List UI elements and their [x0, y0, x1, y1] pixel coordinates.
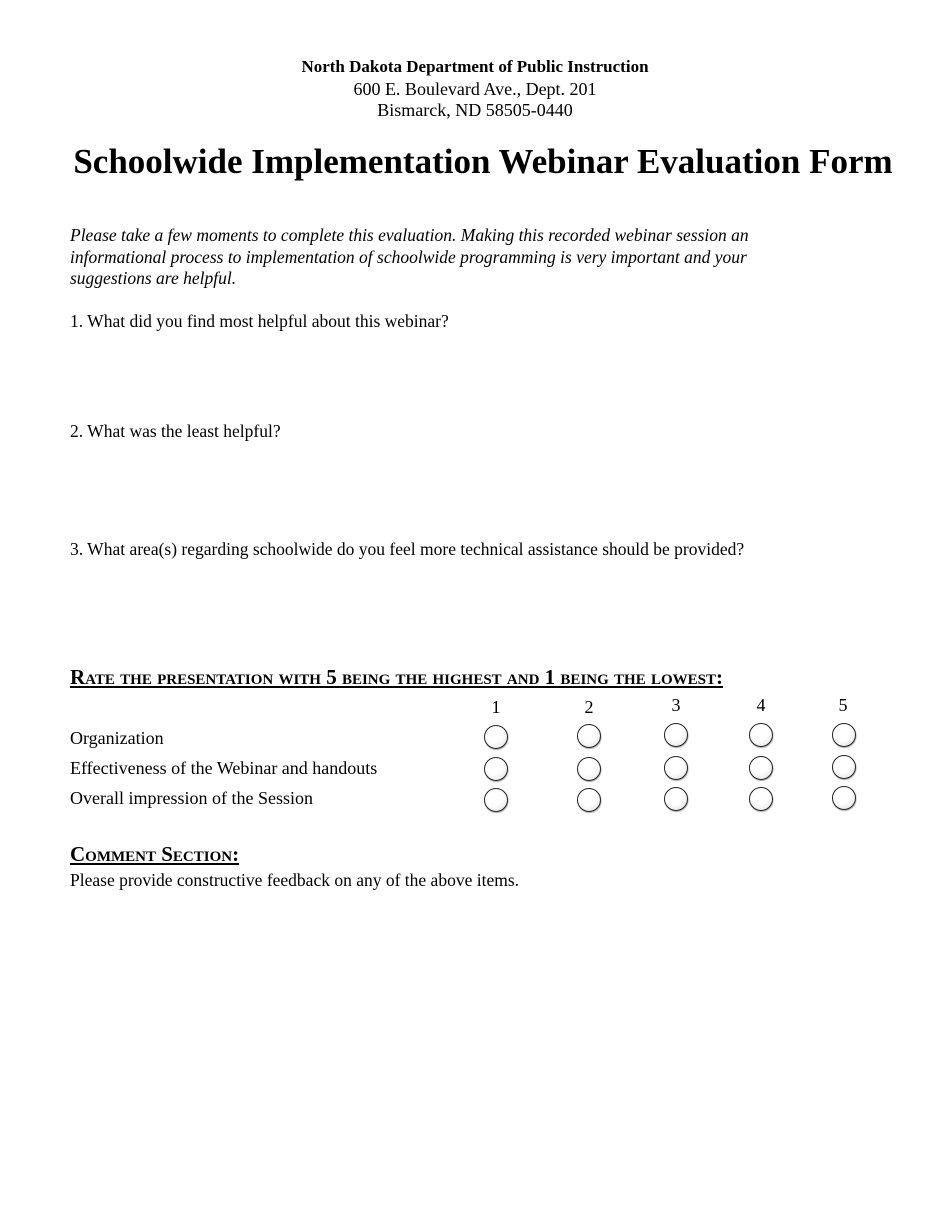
- question-1: 1. What did you find most helpful about this webinar?: [70, 311, 449, 331]
- radio-organization-5[interactable]: [832, 723, 856, 747]
- intro-text: Please take a few moments to complete this evaluation. Making this recorded webinar session an informational process to implementation of schoolwide programming is very important and your suggestions are helpful.: [70, 225, 749, 288]
- address-line-2: Bismarck, ND 58505-0440: [377, 100, 573, 120]
- scale-label-5: 5: [838, 695, 848, 715]
- address-line-1: 600 E. Boulevard Ave., Dept. 201: [353, 79, 597, 99]
- radio-organization-3[interactable]: [664, 723, 688, 747]
- scale-label-3: 3: [671, 695, 681, 715]
- question-2: 2. What was the least helpful?: [70, 421, 281, 441]
- org-name: North Dakota Department of Public Instruction: [301, 57, 649, 76]
- rating-row-organization: Organization: [70, 728, 164, 748]
- radio-effectiveness-4[interactable]: [749, 756, 773, 780]
- radio-effectiveness-1[interactable]: [484, 757, 508, 781]
- radio-effectiveness-5[interactable]: [832, 755, 856, 779]
- radio-overall-5[interactable]: [832, 786, 856, 810]
- question-3: 3. What area(s) regarding schoolwide do you feel more technical assistance should be provided?: [70, 539, 745, 559]
- radio-effectiveness-3[interactable]: [664, 756, 688, 780]
- scale-label-1: 1: [491, 697, 501, 717]
- rating-heading: Rate the presentation with 5 being the highest and 1 being the lowest:: [70, 665, 723, 689]
- radio-overall-2[interactable]: [577, 788, 601, 812]
- rating-row-overall: Overall impression of the Session: [70, 788, 313, 808]
- radio-organization-1[interactable]: [484, 725, 508, 749]
- scale-label-2: 2: [584, 697, 594, 717]
- radio-organization-2[interactable]: [577, 724, 601, 748]
- scale-label-4: 4: [756, 695, 766, 715]
- comment-prompt: Please provide constructive feedback on any of the above items.: [70, 870, 520, 890]
- radio-overall-3[interactable]: [664, 787, 688, 811]
- rating-row-effectiveness: Effectiveness of the Webinar and handouts: [70, 758, 378, 778]
- radio-overall-1[interactable]: [484, 788, 508, 812]
- page-title: Schoolwide Implementation Webinar Evaluation Form: [73, 142, 893, 181]
- radio-overall-4[interactable]: [749, 787, 773, 811]
- radio-organization-4[interactable]: [749, 723, 773, 747]
- comment-heading: Comment Section:: [70, 842, 240, 866]
- radio-effectiveness-2[interactable]: [577, 757, 601, 781]
